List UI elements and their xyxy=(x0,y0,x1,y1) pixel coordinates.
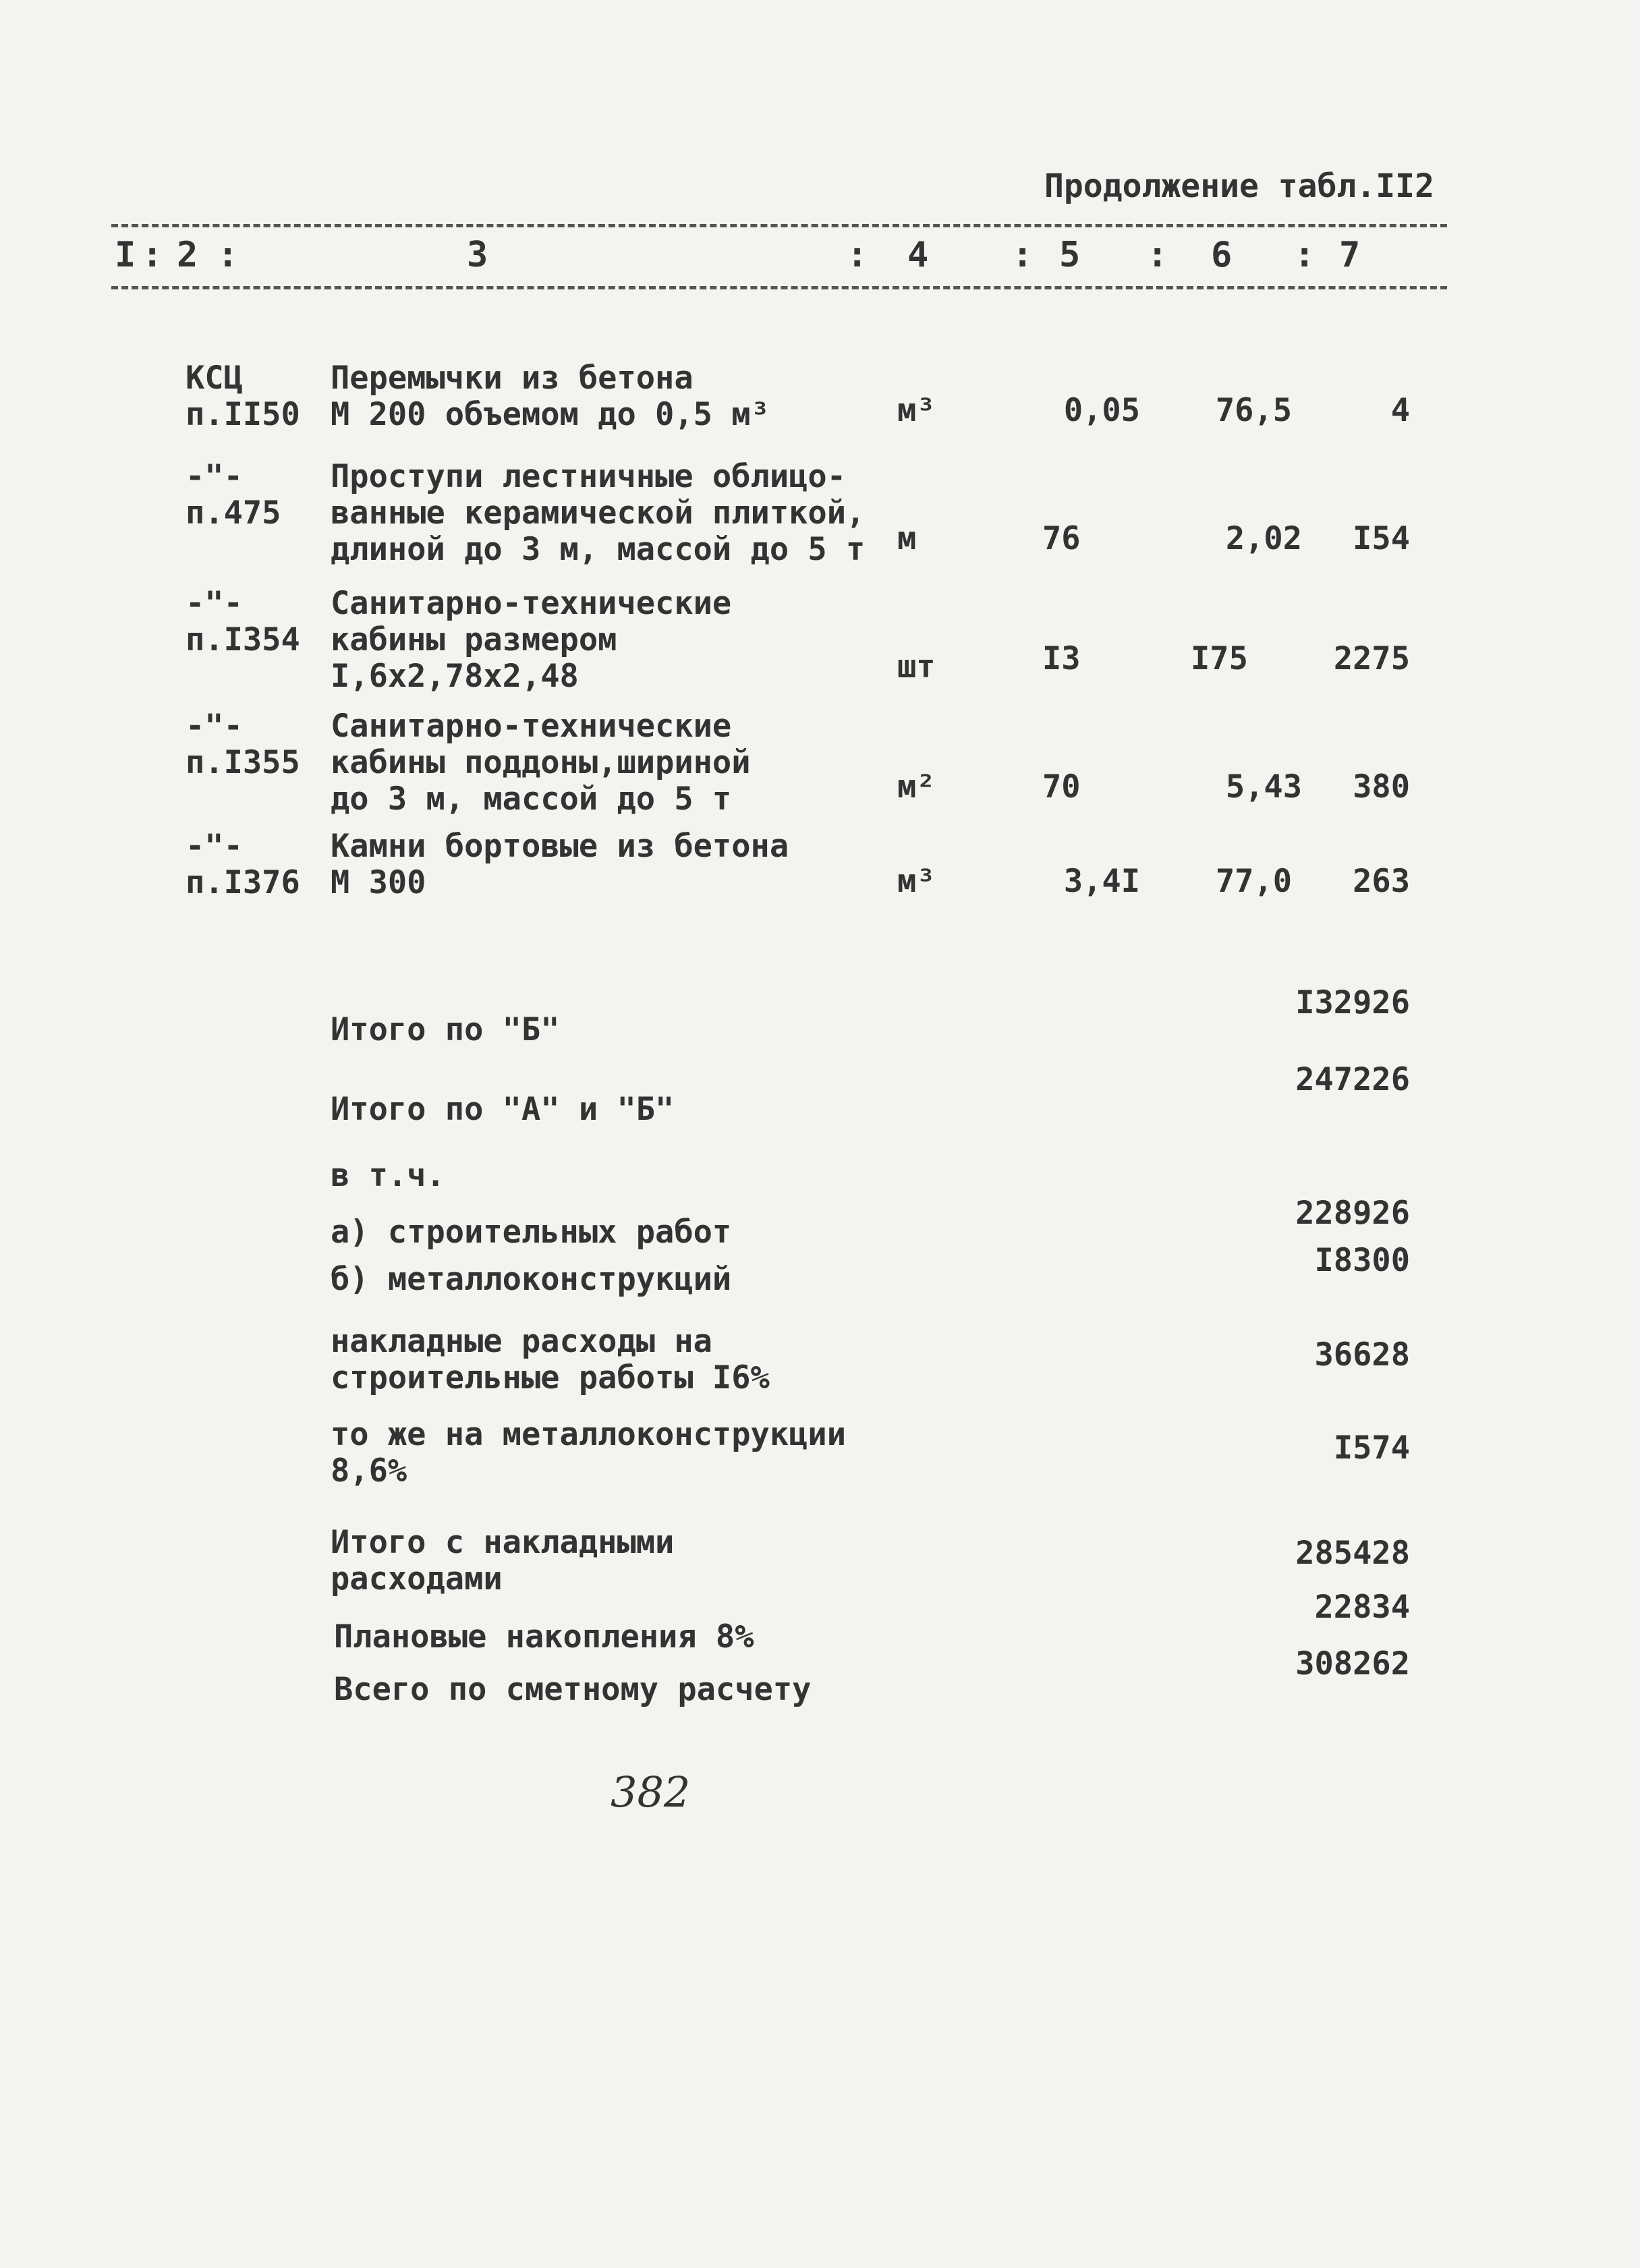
summary-label: то же на металлоконструкции 8,6% xyxy=(331,1416,847,1490)
header-rule-top xyxy=(111,224,1447,227)
col-header-5: 5 xyxy=(1059,235,1081,275)
summary-value: I8300 xyxy=(1314,1242,1410,1279)
summary-value: 285428 xyxy=(1295,1535,1410,1572)
row-code: -"- п.I355 xyxy=(186,708,300,781)
col-header-4: 4 xyxy=(907,235,929,275)
header-rule-bottom xyxy=(111,286,1447,289)
col-header-6: 6 xyxy=(1211,235,1233,275)
summary-value: 247226 xyxy=(1295,1061,1410,1098)
row-unit-price: I75 xyxy=(1191,640,1248,677)
row-description: Перемычки из бетона М 200 объемом до 0,5 м³ xyxy=(331,360,770,433)
col-header-3: 3 xyxy=(467,235,488,275)
summary-value: 228926 xyxy=(1295,1195,1410,1232)
summary-value: I32926 xyxy=(1295,984,1410,1021)
summary-label: Всего по сметному расчету xyxy=(334,1671,812,1708)
col-header-2: 2 xyxy=(177,235,198,275)
row-total: 4 xyxy=(1390,392,1410,429)
row-quantity: I3 xyxy=(1042,640,1081,677)
row-description: Санитарно-технические кабины поддоны,шириной до 3 м, массой до 5 т xyxy=(331,708,751,818)
row-code: -"- п.I376 xyxy=(186,828,300,901)
summary-label: Итого по "Б" xyxy=(331,1011,560,1048)
row-total: 2275 xyxy=(1333,640,1410,677)
row-quantity: 76 xyxy=(1042,520,1081,557)
summary-value: 36628 xyxy=(1314,1336,1410,1373)
row-quantity: 0,05 xyxy=(1063,392,1140,429)
summary-value: 22834 xyxy=(1314,1589,1410,1626)
row-unit-price: 5,43 xyxy=(1225,768,1302,805)
row-total: 263 xyxy=(1353,863,1410,900)
row-total: I54 xyxy=(1353,520,1410,557)
table-caption: Продолжение табл.II2 xyxy=(1044,167,1434,205)
col-header-7: 7 xyxy=(1339,235,1361,275)
row-quantity: 70 xyxy=(1042,768,1081,805)
row-description: Камни бортовые из бетона М 300 xyxy=(331,828,789,901)
row-description: Санитарно-технические кабины размером I,6х2,78х2,48 xyxy=(331,585,732,695)
summary-label: Плановые накопления 8% xyxy=(334,1618,754,1655)
summary-label: б) металлоконструкций xyxy=(331,1261,732,1298)
summary-value: I574 xyxy=(1333,1429,1410,1467)
document-page: Продолжение табл.II2 I : 2 : 3 : 4 : 5 : 6 : 7 КСЦ п.II50 Перемычки из бетона М 200 объемом до 0,5 м³ м³ 0,05 76,5 4 -"- п.475 Проступи лестничные облицо- ванные керамической плиткой, длиной до 3 м, массой до 5 т м 76 2,02 I54 -"- п.I354 Санитарно-технические кабины размером I,6х2,78х2,48 шт I3 I75 2275 -"- п.I355 Санитарно-технические кабины поддоны,шириной до 3 м, массой до 5 т м² 70 5,43 380 -"- п.I376 Камни бортовые из бетона М 300 м³ 3,4I 77,0 263 Итого по "Б" I32926 Итого по "А" и "Б" 247226 в т.ч. а) строительных работ 228926 б) металлоконструкций I8300 накладные расходы на строительные работы I6% 36628 то же на металлоконструкции 8,6% I574 Итого с накладными расходами 285428 Плановые накопления 8% 22834 Всего по сметному расчету 308262 382 xyxy=(0,0,1640,2268)
row-quantity: 3,4I xyxy=(1063,863,1140,900)
row-unit: шт xyxy=(897,648,936,685)
summary-label: в т.ч. xyxy=(331,1157,445,1194)
row-description: Проступи лестничные облицо- ванные керамической плиткой, длиной до 3 м, массой до 5 т xyxy=(331,458,866,568)
row-unit: м³ xyxy=(897,863,936,900)
summary-label: накладные расходы на строительные работы I6% xyxy=(331,1323,770,1396)
summary-value: 308262 xyxy=(1295,1645,1410,1682)
row-code: -"- п.I354 xyxy=(186,585,300,658)
summary-label: а) строительных работ xyxy=(331,1214,732,1251)
col-header-1: I xyxy=(115,235,136,275)
row-unit-price: 2,02 xyxy=(1225,520,1302,557)
row-code: КСЦ п.II50 xyxy=(186,360,300,433)
row-total: 380 xyxy=(1353,768,1410,805)
row-unit: м² xyxy=(897,768,936,805)
row-unit: м³ xyxy=(897,392,936,429)
page-number: 382 xyxy=(611,1767,691,1817)
summary-label: Итого по "А" и "Б" xyxy=(331,1091,675,1128)
summary-label: Итого с накладными расходами xyxy=(331,1524,675,1597)
row-unit-price: 77,0 xyxy=(1215,863,1292,900)
row-unit: м xyxy=(897,520,917,557)
row-unit-price: 76,5 xyxy=(1215,392,1292,429)
row-code: -"- п.475 xyxy=(186,458,281,532)
